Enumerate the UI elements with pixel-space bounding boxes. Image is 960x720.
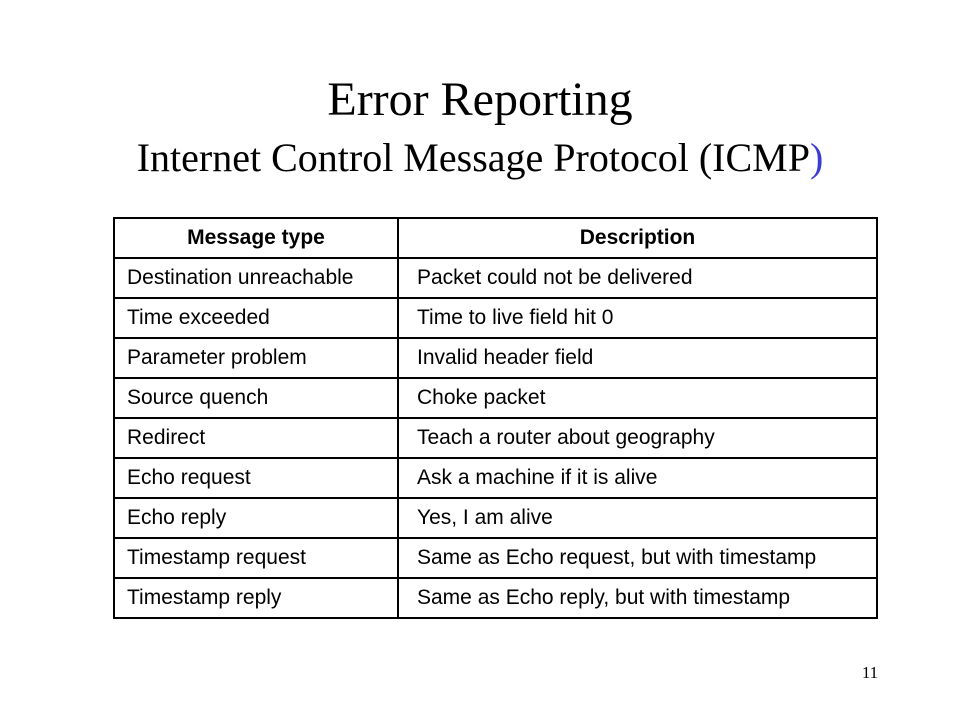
message-type-cell: Timestamp reply: [114, 578, 398, 618]
header-message-type: Message type: [114, 218, 398, 258]
table-row: [114, 538, 877, 578]
description-cell: Time to live field hit 0: [398, 298, 877, 338]
description-cell: Same as Echo reply, but with timestamp: [398, 578, 877, 618]
message-type-cell: Source quench: [114, 378, 398, 418]
subtitle-closing-paren: ): [809, 135, 824, 180]
description-cell: Same as Echo request, but with timestamp: [398, 538, 877, 578]
table-row: [114, 338, 877, 378]
subtitle-text: Internet Control Message Protocol (ICMP: [136, 135, 810, 180]
message-type-cell: Timestamp request: [114, 538, 398, 578]
table-row: [114, 418, 877, 458]
description-cell: Teach a router about geography: [398, 418, 877, 458]
table-row: [114, 298, 877, 338]
message-type-cell: Parameter problem: [114, 338, 398, 378]
description-cell: Yes, I am alive: [398, 498, 877, 538]
table-row: [114, 458, 877, 498]
message-type-cell: Destination unreachable: [114, 258, 398, 298]
table-row: [114, 378, 877, 418]
description-cell: Invalid header field: [398, 338, 877, 378]
slide-subtitle: [0, 133, 960, 183]
table-row: [114, 578, 877, 618]
table-row: [114, 498, 877, 538]
slide-title: Error Reporting: [327, 73, 633, 126]
message-type-cell: Redirect: [114, 418, 398, 458]
message-type-cell: Time exceeded: [114, 298, 398, 338]
header-description: Description: [398, 218, 877, 258]
page-number: 11: [861, 663, 879, 682]
icmp-table: [113, 217, 878, 619]
table-row: [114, 258, 877, 298]
description-cell: Packet could not be delivered: [398, 258, 877, 298]
description-cell: Choke packet: [398, 378, 877, 418]
message-type-cell: Echo reply: [114, 498, 398, 538]
message-type-cell: Echo request: [114, 458, 398, 498]
description-cell: Ask a machine if it is alive: [398, 458, 877, 498]
table-header-row: [114, 218, 877, 258]
icmp-message-table: [113, 217, 876, 608]
